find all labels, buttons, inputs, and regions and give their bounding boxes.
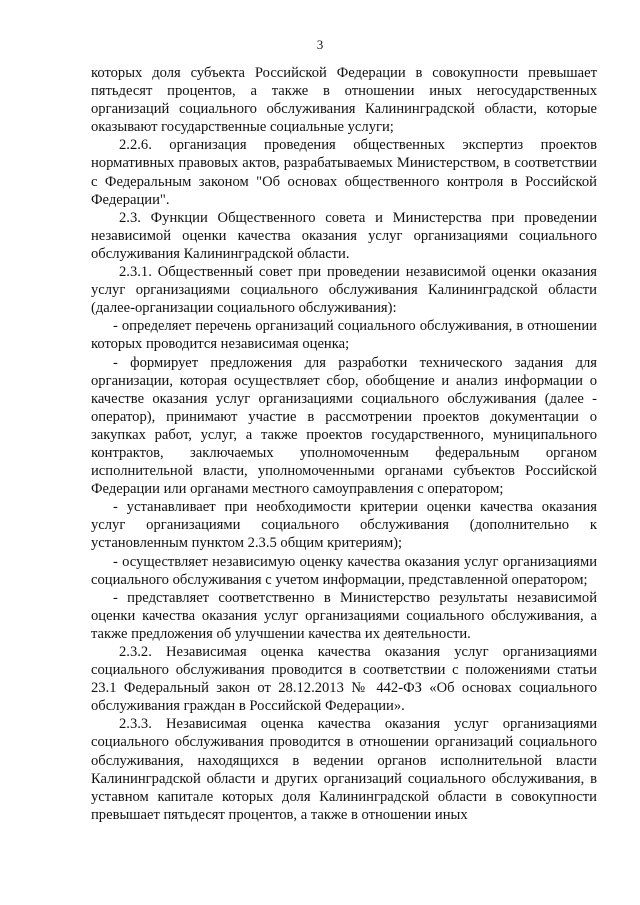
document-body [91, 64, 597, 824]
list-item-sets-criteria: - устанавливает при необходимости критерии оценки качества оказания услуг организациями социального обслуживания (дополнительно к установленным пунктом 2.3.5 общим критериям); [91, 499, 597, 552]
list-item-submits-results: - представляет соответственно в Министерство результаты независимой оценки качества оказания услуг организациями социального обслуживания, а также предложения об улучшении качества их деятельности. [91, 589, 597, 642]
paragraph-2-3-3: 2.3.3. Независимая оценка качества оказания услуг организациями социального обслуживания проводится в отношении организаций социального обслуживания, находящихся в ведении органов исполнительной власти Калининградской области и других организаций социального обслуживания, в уставном капитале которых доля Калининградской области в совокупности превышает пятьдесят процентов, а также в отношении иных [91, 716, 597, 823]
paragraph-continuation: которых доля субъекта Российской Федерации в совокупности превышает пятьдесят процентов, а также в отношении иных негосударственных организаций социального обслуживания Калининградской области, которые оказывают государственные социальные услуги; [91, 65, 597, 136]
list-item-forms-proposals: - формирует предложения для разработки технического задания для организации, которая осуществляет сбор, обобщение и анализ информации о качестве оказания услуг организациями социального обслуживания (далее - оператор), принимают участие в рассмотрении проектов документации о закупках работ, услуг, а также проектов государственного, муниципального контрактов, заключаемых уполномоченным федеральным органом исполнительной власти, уполномоченными органами субъектов Российской Федерации или органами местного самоуправления с оператором; [91, 354, 597, 498]
page-number: 3 [316, 37, 324, 52]
list-item-defines-list: - определяет перечень организаций социального обслуживания, в отношении которых проводится независимая оценка; [91, 318, 597, 353]
paragraph-2-3-1: 2.3.1. Общественный совет при проведении независимой оценки оказания услуг организациями социального обслуживания Калининградской области (далее-организации социального обслуживания): [91, 264, 597, 317]
list-item-performs-assessment: - осуществляет независимую оценку качества оказания услуг организациями социального обслуживания с учетом информации, представленной оператором; [91, 553, 597, 588]
paragraph-2-3: 2.3. Функции Общественного совета и Министерства при проведении независимой оценки качества оказания услуг организациями социального обслуживания Калининградской области. [91, 209, 597, 262]
paragraph-2-2-6: 2.2.6. организация проведения общественных экспертиз проектов нормативных правовых актов, разрабатываемых Министерством, в соответствии с Федеральным законом "Об основах общественного контроля в Российской Федерации". [91, 137, 597, 208]
paragraph-2-3-2: 2.3.2. Независимая оценка качества оказания услуг организациями социального обслуживания проводится в соответствии с положениями статьи 23.1 Федеральный закон от 28.12.2013 № 442-ФЗ «Об основах социального обслуживания граждан в Российской Федерации». [91, 644, 597, 715]
